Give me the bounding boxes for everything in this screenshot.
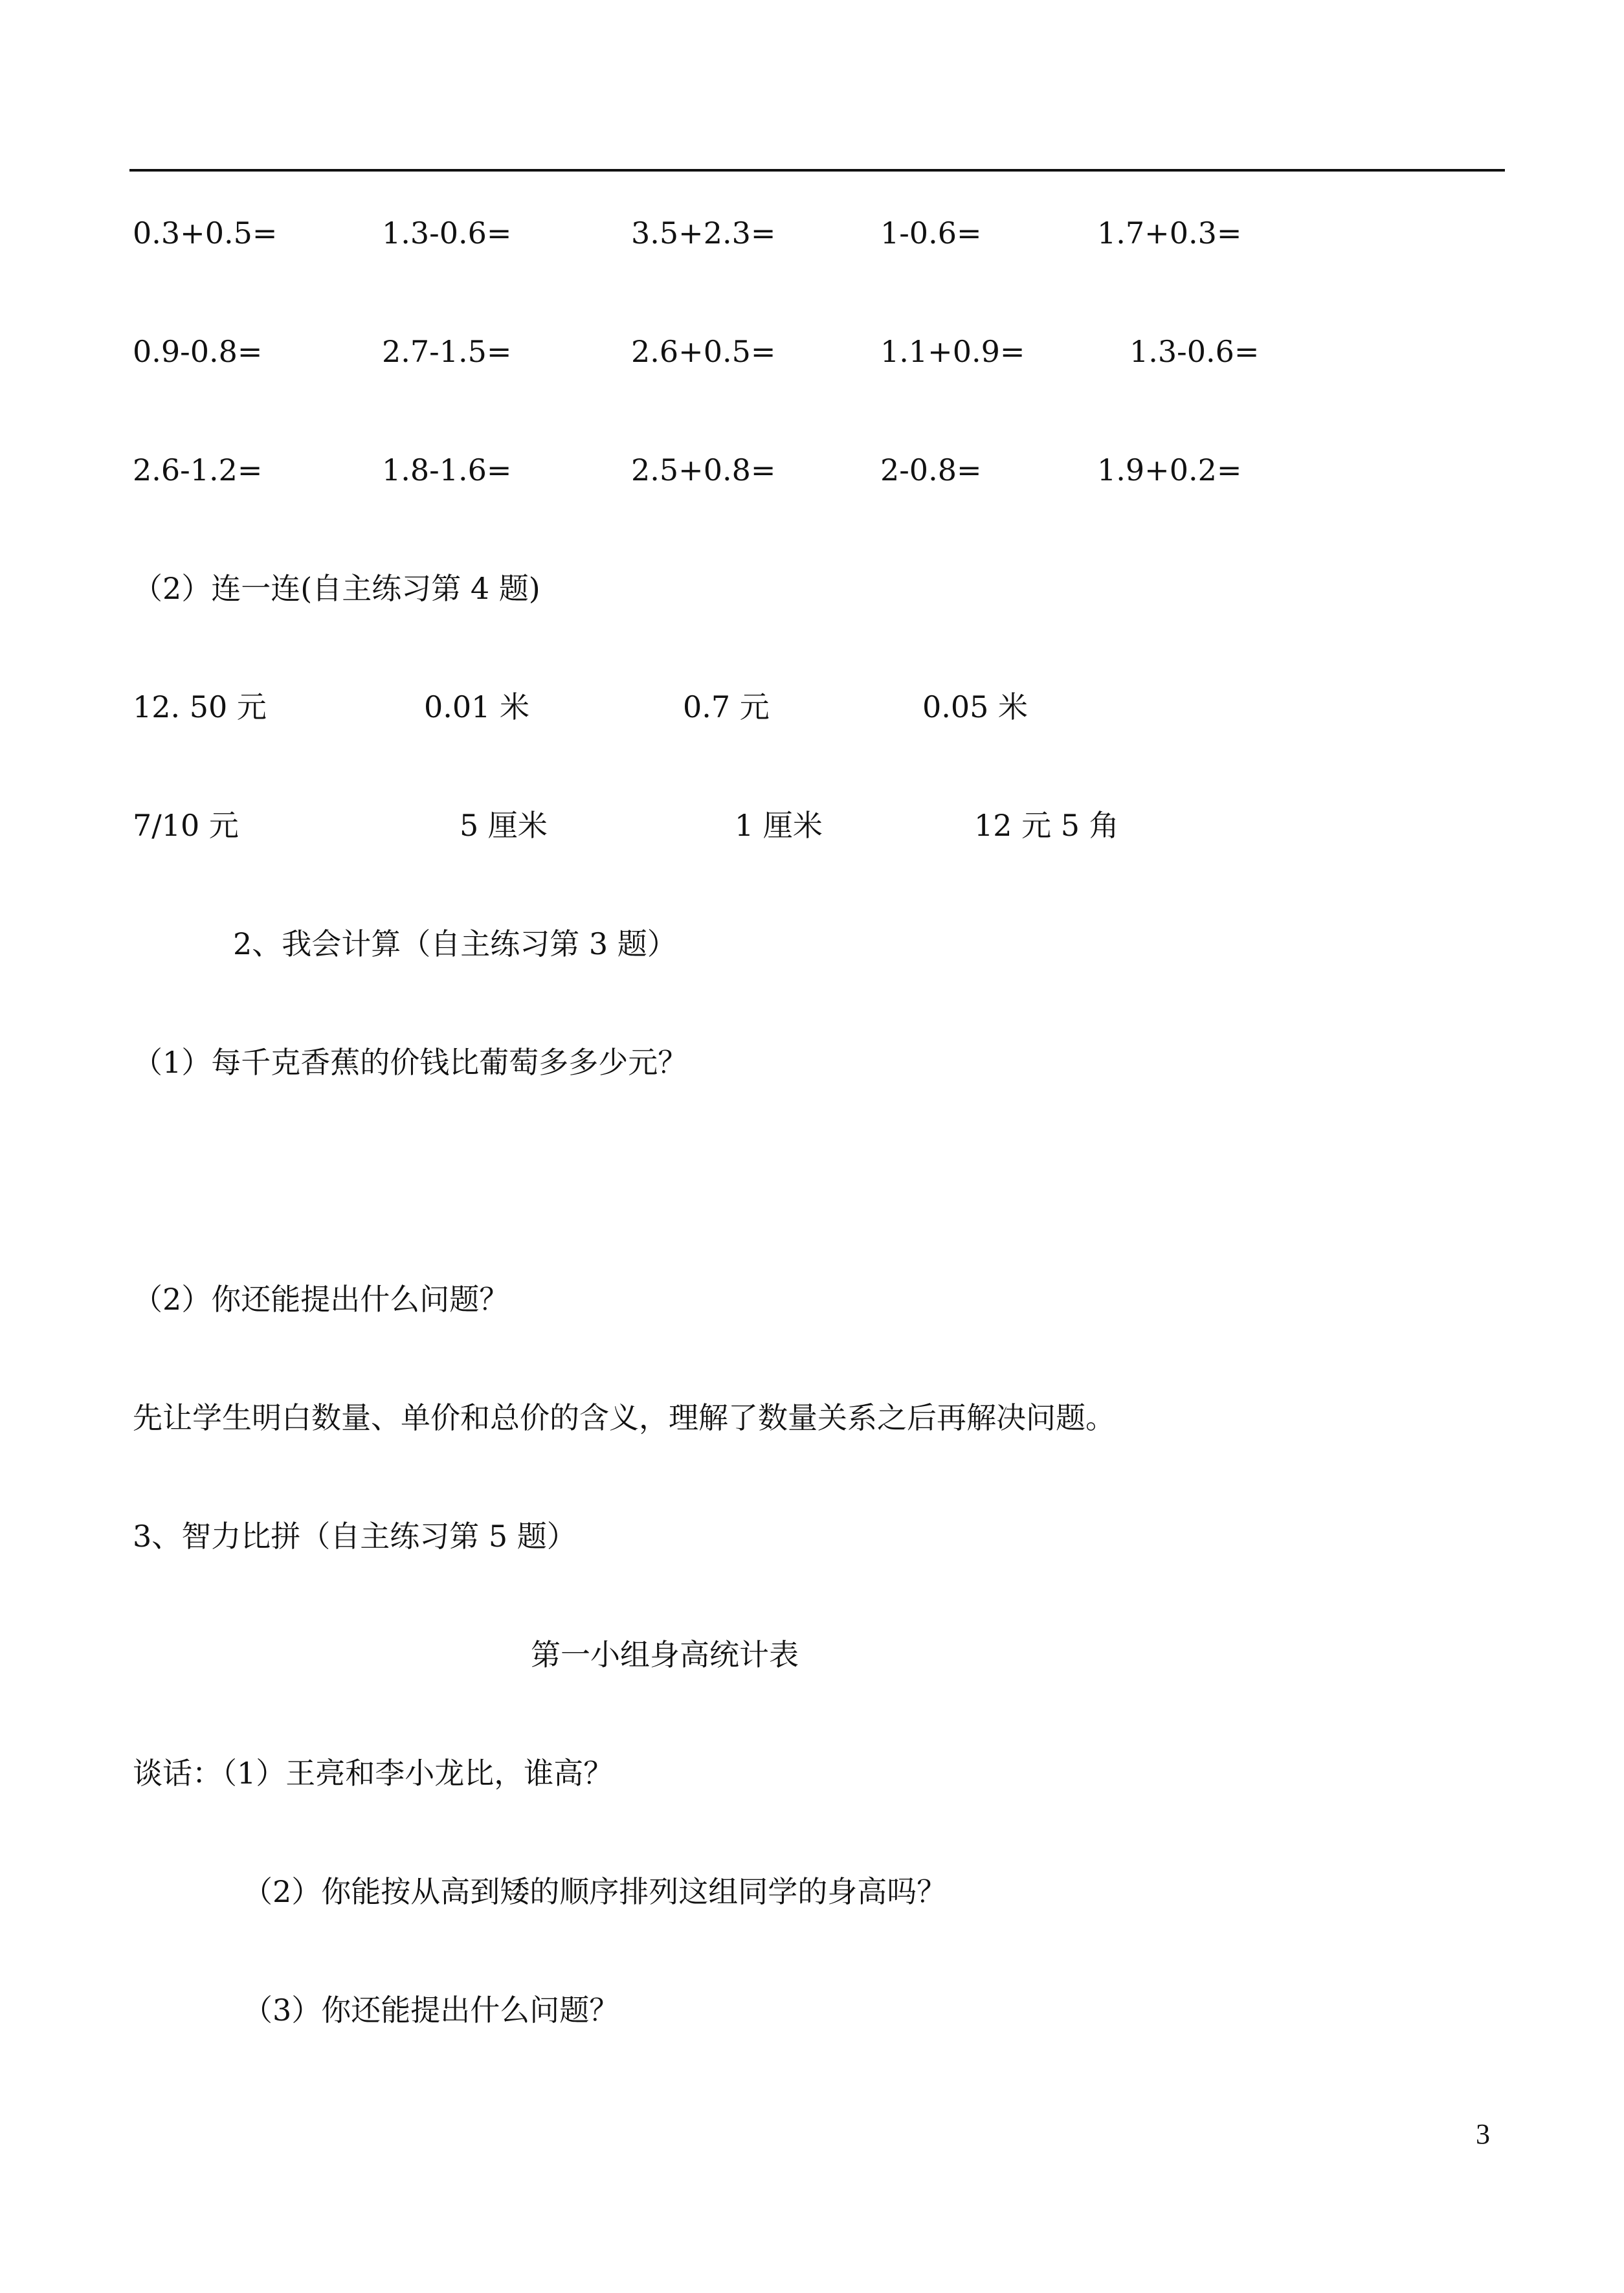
- heading-3: 3、智力比拼（自主练习第 5 题）: [133, 1519, 577, 1554]
- equation: 1-0.6=: [880, 216, 982, 251]
- equation: 1.3-0.6=: [382, 216, 512, 251]
- equation: 1.8-1.6=: [382, 453, 512, 487]
- equation: 3.5+2.3=: [631, 216, 776, 251]
- section-title: （2）连一连(自主练习第 4 题): [133, 571, 540, 606]
- heading-2: 2、我会计算（自主练习第 3 题）: [233, 926, 677, 961]
- question-2-1: （1）每千克香蕉的价钱比葡萄多多少元？: [133, 1045, 688, 1080]
- table-title: 第一小组身高统计表: [531, 1637, 799, 1672]
- talk-question-2: （2）你能按从高到矮的顺序排列这组同学的身高吗？: [243, 1874, 947, 1909]
- equation: 1.1+0.9=: [880, 334, 1025, 369]
- equation: 0.9-0.8=: [133, 334, 263, 369]
- talk-question-1: （1）王亮和李小龙比，谁高？: [222, 1756, 614, 1791]
- equation: 1.9+0.2=: [1097, 453, 1242, 487]
- match-item: 0.7 元: [683, 689, 770, 724]
- talk-label: 谈话：: [133, 1756, 222, 1791]
- page-number: 3: [1476, 2118, 1490, 2150]
- equation: 1.3-0.6=: [1129, 334, 1260, 369]
- equation: 2-0.8=: [880, 453, 982, 487]
- teaching-note: 先让学生明白数量、单价和总价的含义，理解了数量关系之后再解决问题。: [133, 1400, 1115, 1435]
- match-row-bottom: [0, 796, 1624, 855]
- header-rule: [129, 169, 1505, 172]
- match-item: 5 厘米: [460, 808, 548, 843]
- equation: 2.7-1.5=: [382, 334, 512, 369]
- equation: 2.6-1.2=: [133, 453, 263, 487]
- talk-question-3: （3）你还能提出什么问题？: [243, 1993, 619, 2028]
- talk-line-1: [133, 1744, 613, 1802]
- match-item: 0.05 米: [922, 689, 1029, 724]
- match-item: 1 厘米: [735, 808, 823, 843]
- match-item: 0.01 米: [424, 689, 530, 724]
- match-item: 7/10 元: [133, 808, 239, 843]
- equation: 1.7+0.3=: [1097, 216, 1242, 251]
- match-row-top: [0, 678, 1624, 736]
- match-item: 12. 50 元: [133, 689, 267, 724]
- equation-row-1: [0, 204, 1624, 262]
- question-2-2: （2）你还能提出什么问题？: [133, 1282, 509, 1317]
- equation: 2.5+0.8=: [631, 453, 776, 487]
- equation-row-2: [0, 322, 1624, 381]
- equation: 0.3+0.5=: [133, 216, 278, 251]
- match-item: 12 元 5 角: [974, 808, 1119, 843]
- equation-row-3: [0, 441, 1624, 499]
- equation: 2.6+0.5=: [631, 334, 776, 369]
